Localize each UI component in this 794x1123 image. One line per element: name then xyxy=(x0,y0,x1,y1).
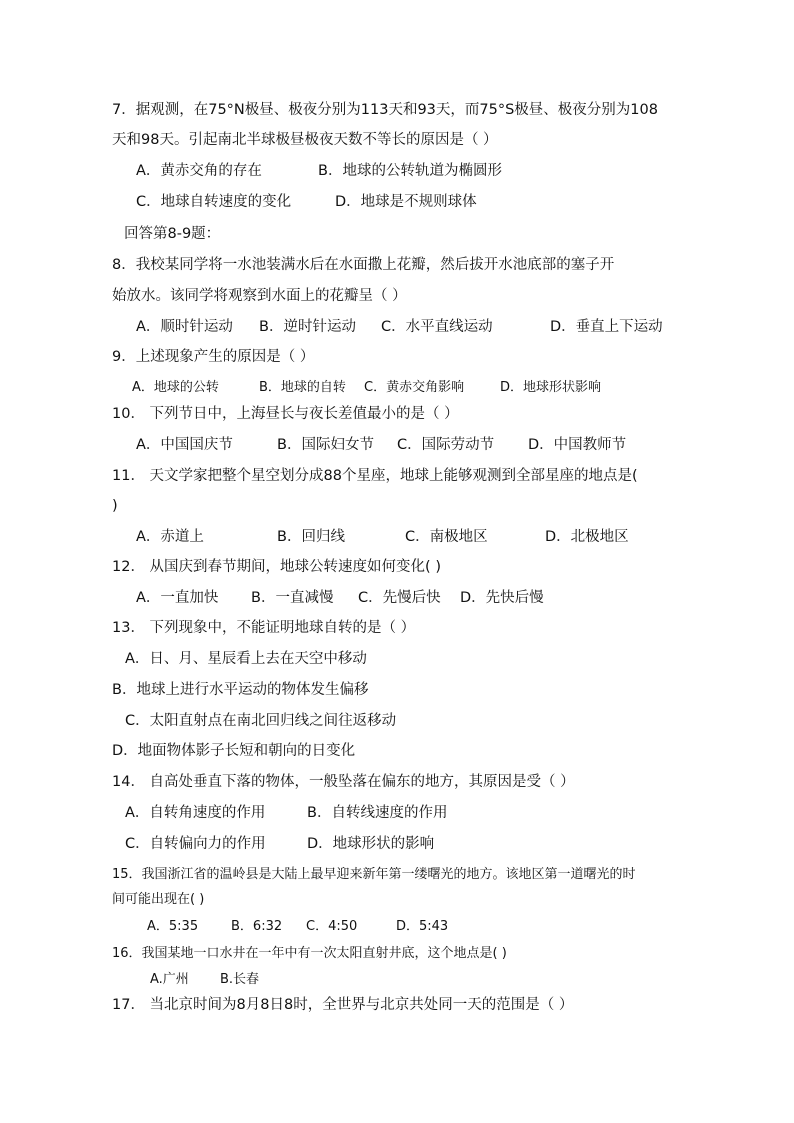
section-heading-8-9: 回答第8-9题： xyxy=(124,226,221,242)
q15-stem-line1: 15．我国浙江省的温岭县是大陆上最早迎来新年第一缕曙光的地方。该地区第一道曙光的时 xyxy=(112,867,636,882)
q8-option-b: B．逆时针运动 xyxy=(259,319,356,335)
q8-stem-line2: 始放水。该同学将观察到水面上的花瓣呈（ ） xyxy=(112,288,407,304)
q12-option-d: D．先快后慢 xyxy=(460,590,544,606)
q8-option-c: C．水平直线运动 xyxy=(381,319,493,335)
q14-option-a: A．自转角速度的作用 xyxy=(125,805,266,821)
q13-option-c: C．太阳直射点在南北回归线之间往返移动 xyxy=(125,713,397,729)
q15-option-a: A．5:35 xyxy=(147,919,199,934)
q14-option-c: C．自转偏向力的作用 xyxy=(125,836,266,852)
q12-option-a: A．一直加快 xyxy=(136,590,219,606)
q13-option-a: A．日、月、星辰看上去在天空中移动 xyxy=(125,651,367,667)
q14-stem: 14． 自高处垂直下落的物体，一般坠落在偏东的地方，其原因是受（ ） xyxy=(112,774,575,790)
q14-option-d: D．地球形状的影响 xyxy=(307,836,435,852)
q15-option-c: C．4:50 xyxy=(306,919,358,934)
q15-option-d: D．5:43 xyxy=(396,919,449,934)
q12-option-c: C．先慢后快 xyxy=(358,590,441,606)
q14-option-b: B．自转线速度的作用 xyxy=(307,805,448,821)
q10-option-c: C．国际劳动节 xyxy=(397,437,495,453)
q7-option-d: D．地球是不规则球体 xyxy=(335,194,477,210)
q15-option-b: B．6:32 xyxy=(231,919,283,934)
q9-option-c: C．黄赤交角影响 xyxy=(364,380,465,395)
q15-stem-line2: 间可能出现在( ) xyxy=(112,892,205,907)
q13-stem: 13． 下列现象中，不能证明地球自转的是（ ） xyxy=(112,620,416,636)
q8-stem-line1: 8．我校某同学将一水池装满水后在水面撒上花瓣，然后拔开水池底部的塞子开 xyxy=(112,257,615,273)
q11-stem-line2: ) xyxy=(112,498,118,514)
q11-stem-line1: 11． 天文学家把整个星空划分成88个星座，地球上能够观测到全部星座的地点是( xyxy=(112,468,638,484)
q8-option-d: D．垂直上下运动 xyxy=(550,319,663,335)
q10-stem: 10． 下列节日中，上海昼长与夜长差值最小的是（ ） xyxy=(112,406,459,422)
q11-option-d: D．北极地区 xyxy=(545,529,629,545)
q11-option-a: A．赤道上 xyxy=(136,529,204,545)
q12-option-b: B．一直减慢 xyxy=(251,590,334,606)
q10-option-d: D．中国教师节 xyxy=(528,437,627,453)
q13-option-d: D．地面物体影子长短和朝向的日变化 xyxy=(112,743,356,759)
q10-option-a: A．中国国庆节 xyxy=(136,437,233,453)
q7-option-c: C．地球自转速度的变化 xyxy=(136,194,292,210)
q11-option-b: B．回归线 xyxy=(277,529,345,545)
q10-option-b: B．国际妇女节 xyxy=(277,437,374,453)
q7-option-b: B．地球的公转轨道为椭圆形 xyxy=(318,163,502,179)
q9-stem: 9．上述现象产生的原因是（ ） xyxy=(112,349,315,365)
q8-option-a: A．顺时针运动 xyxy=(136,319,233,335)
q17-stem: 17． 当北京时间为8月8日8时，全世界与北京共处同一天的范围是（ ） xyxy=(112,997,574,1013)
q7-option-a: A．黄赤交角的存在 xyxy=(136,163,262,179)
q16-stem: 16．我国某地一口水井在一年中有一次太阳直射井底，这个地点是( ) xyxy=(112,946,507,961)
q9-option-d: D．地球形状影响 xyxy=(500,380,602,395)
q7-stem-line1: 7．据观测，在75°N极昼、极夜分别为113天和93天，而75°S极昼、极夜分别为108 xyxy=(112,102,658,118)
q16-option-a: A.广州 xyxy=(150,972,189,987)
q11-option-c: C．南极地区 xyxy=(405,529,488,545)
q12-stem: 12． 从国庆到春节期间，地球公转速度如何变化( ) xyxy=(112,559,441,575)
q16-option-b: B.长春 xyxy=(220,972,260,987)
q9-option-b: B．地球的自转 xyxy=(259,380,346,395)
q13-option-b: B．地球上进行水平运动的物体发生偏移 xyxy=(112,682,369,698)
q9-option-a: A．地球的公转 xyxy=(132,380,219,395)
q7-stem-line2: 天和98天。引起南北半球极昼极夜天数不等长的原因是（ ） xyxy=(112,132,498,148)
